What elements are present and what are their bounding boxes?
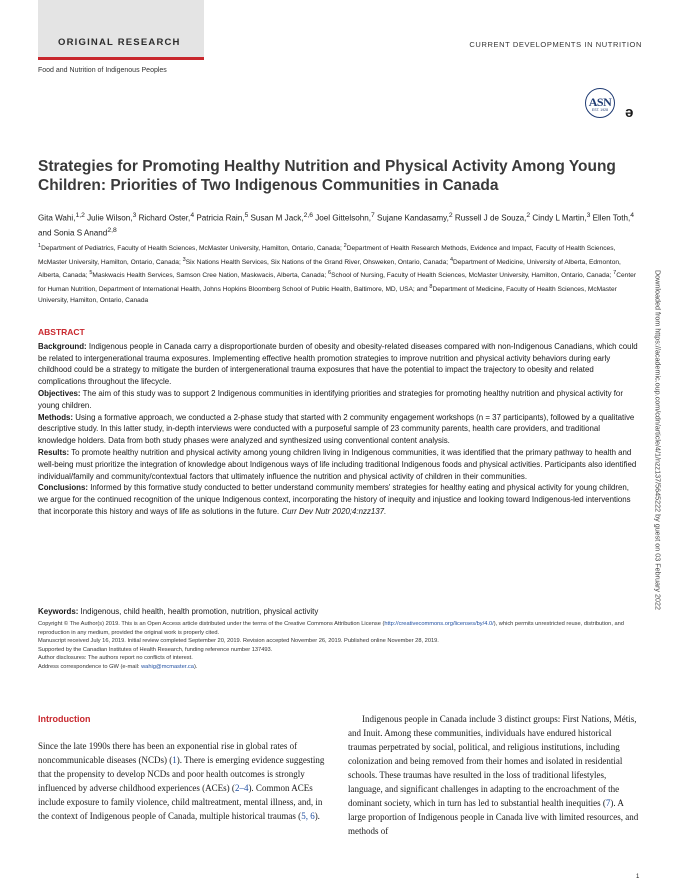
reference-link[interactable]: 2–4 [234, 783, 249, 793]
asn-logo [585, 88, 615, 118]
asn-logo-text: ASN [588, 95, 612, 109]
article-type-label: ORIGINAL RESEARCH [58, 37, 181, 48]
affiliations: $^1$Department of Pediatrics, Faculty of Health Sciences, McMaster University, Hamilton, Ontario, Canada; $^2$Department of Health Research Methods, Evidence and Impact, Faculty of Health Sciences, McMaster University, Hamilton, Ontario, Canada; $^3$Six Nations Health Services, Six Nations of the Grand River, Ohsweken, Ontario, Canada; $^4$Department of Medicine, University of Alberta, Edmonton, Alberta, Canada; $^5$Maskwacis Health Services, Samson Cree Nation, Maskwacis, Alberta, Canada; $^6$School of Nursing, Faculty of Health Sciences, McMaster University, Hamilton, Ontario, Canada; $^7$Center for Human Nutrition, Department of International Health, Johns Hopkins Bloomberg School of Public Health, Baltimore, MD, USA; and $^8$Department of Medicine, Faculty of Health Sciences, McMaster University, Hamilton, Ontario, Canada [38, 243, 637, 304]
abstract-methods: Methods: Using a formative approach, we conducted a 2-phase study that started with 2 community engagement workshops (n = 37 participants), followed by a qualitative descriptive study. In this latter study, in-depth interviews were conducted with a purposeful sample of 23 community parents, health care providers, and traditional knowledge holders. Data from both study phases were analyzed and synthesized using conventional content analysis. [38, 412, 635, 446]
correspondence: Address correspondence to GW (e-mail: wahig@mcmaster.ca). [38, 663, 198, 670]
open-access-icon[interactable]: ә [625, 104, 634, 121]
body-column-left [38, 739, 334, 823]
keywords: Keywords: Indigenous, child health, health promotion, nutrition, physical activity [38, 607, 319, 616]
funding-statement: Supported by the Canadian Institutes of Health Research, funding reference number 137493. [38, 646, 273, 653]
intro-paragraph-2: Indigenous people in Canada include 3 distinct groups: First Nations, Métis, and Inuit. Among these communities, individuals have endured historical traumas perpetrated by social, political, and religious institutions, including colonization and being removed from their homes and isolated in residential schools. These traumas have resulted in the loss of traditional lifestyles, language, and significant challenges in adapting to the encroachment of the dominant society, which in turn has led to substantial health inequities (7). A large proportion of Indigenous people in Canada live with limited resources, and methods of [348, 714, 639, 836]
abstract-results: Results: To promote healthy nutrition and physical activity among young children living in Indigenous communities, it was identified that the primary pathway to health and well-being must prioritize the integration of knowledge about Indigenous ways of life including traditional Indigenous foods and physical activities. Participants also identified individual/family and community/contextual factors that ultimately influence the nutrition and physical activity of children in their communities. [38, 447, 637, 481]
body-column-right [348, 712, 642, 838]
license-link[interactable]: http://creativecommons.org/licenses/by/4.0/ [384, 621, 494, 627]
article-type-rule [38, 57, 204, 60]
asn-logo-subtext: EST. 1928 [591, 108, 609, 112]
journal-name: CURRENT DEVELOPMENTS IN NUTRITION [469, 40, 642, 49]
abstract [38, 327, 638, 518]
author-list: Gita Wahi,$^{1,2}$ Julie Wilson,$^3$ Richard Oster,$^4$ Patricia Rain,$^5$ Susan M Jack,$^{2,6}$ Joel Gittelsohn,$^7$ Sujane Kandasamy,$^2$ Russell J de Souza,$^2$ Cindy L Martin,$^3$ Ellen Toth,$^4$ and Sonia S Anand$^{2,8}$ [38, 212, 635, 238]
intro-paragraph-1: Since the late 1990s there has been an exponential rise in global rates of noncommunicable diseases (NCDs) (1). There is emerging evidence suggesting that the propensity to develop NCDs and poor health outcomes is strongly influenced by adverse childhood experiences (ACEs) (2–4). Common ACEs include exposure to family violence, child maltreatment, mental illness, and, in the context of Indigenous people of Canada, multiple historical traumas (5, 6). [38, 741, 325, 821]
abstract-heading: ABSTRACT [38, 327, 85, 337]
reference-link[interactable]: 1 [172, 755, 177, 765]
author-disclosures: Author disclosures: The authors report no conflicts of interest. [38, 655, 193, 662]
page-number: 1 [636, 874, 640, 880]
abstract-conclusions: Conclusions: Informed by this formative study conducted to better understand community members' strategies for healthy eating and physical activity for young children, we argue for the continued recognition of the unique Indigenous context, incorporating the history of inequity and injustice and looking toward Indigenous-led interventions that incorporate this history and ways of life as solutions in the future. Curr Dev Nutr 2020;4:nzz137. [38, 483, 631, 516]
reference-link[interactable]: 7 [605, 798, 611, 808]
article-type-tab [38, 0, 204, 60]
abstract-objectives: Objectives: The aim of this study was to support 2 Indigenous communities in identifying priorities and strategies for promoting healthy nutrition and physical activity for young children. [38, 388, 623, 410]
article-metadata [38, 606, 638, 672]
manuscript-dates: Manuscript received July 16, 2019. Initial review completed September 20, 2019. Revision accepted November 26, 2019. Published online November 28, 2019. [38, 638, 439, 645]
abstract-background: Background: Indigenous people in Canada carry a disproportionate burden of obesity and obesity-related diseases compared with non-Indigenous Canadians, which could be related to intergenerational trauma exposures. Implementing effective health promotion strategies to improve nutrition and physical activity behaviors during early childhood could be a strategy to mitigate the burden of intergenerational trauma exposures that have the potential to impact the trajectory to obesity and related complications throughout the lifecycle. [38, 341, 638, 387]
introduction-heading: Introduction [38, 714, 91, 724]
reference-link[interactable]: 5, 6 [301, 811, 315, 821]
email-link[interactable]: wahig@mcmaster.ca [141, 663, 194, 670]
download-note: Downloaded from https://academic.oup.com/cdn/article/4/1/nzz137/5645222 by guest on 03 February 2022 [653, 269, 663, 611]
article-title: Strategies for Promoting Healthy Nutrition and Physical Activity Among Young Children: Priorities of Two Indigenous Communities in Canada [38, 158, 616, 194]
journal-section: Food and Nutrition of Indigenous Peoples [38, 67, 167, 74]
copyright-notice: Copyright © The Author(s) 2019. This is an Open Access article distributed under the terms of the Creative Commons Attribution License (http://creativecommons.org/licenses/by/4.0/), which permits unrestricted reuse, distribution, and reproduction in any medium, provided the original work is properly cited. [38, 621, 624, 636]
abstract-citation: Curr Dev Nutr 2020;4:nzz137. [281, 506, 387, 516]
